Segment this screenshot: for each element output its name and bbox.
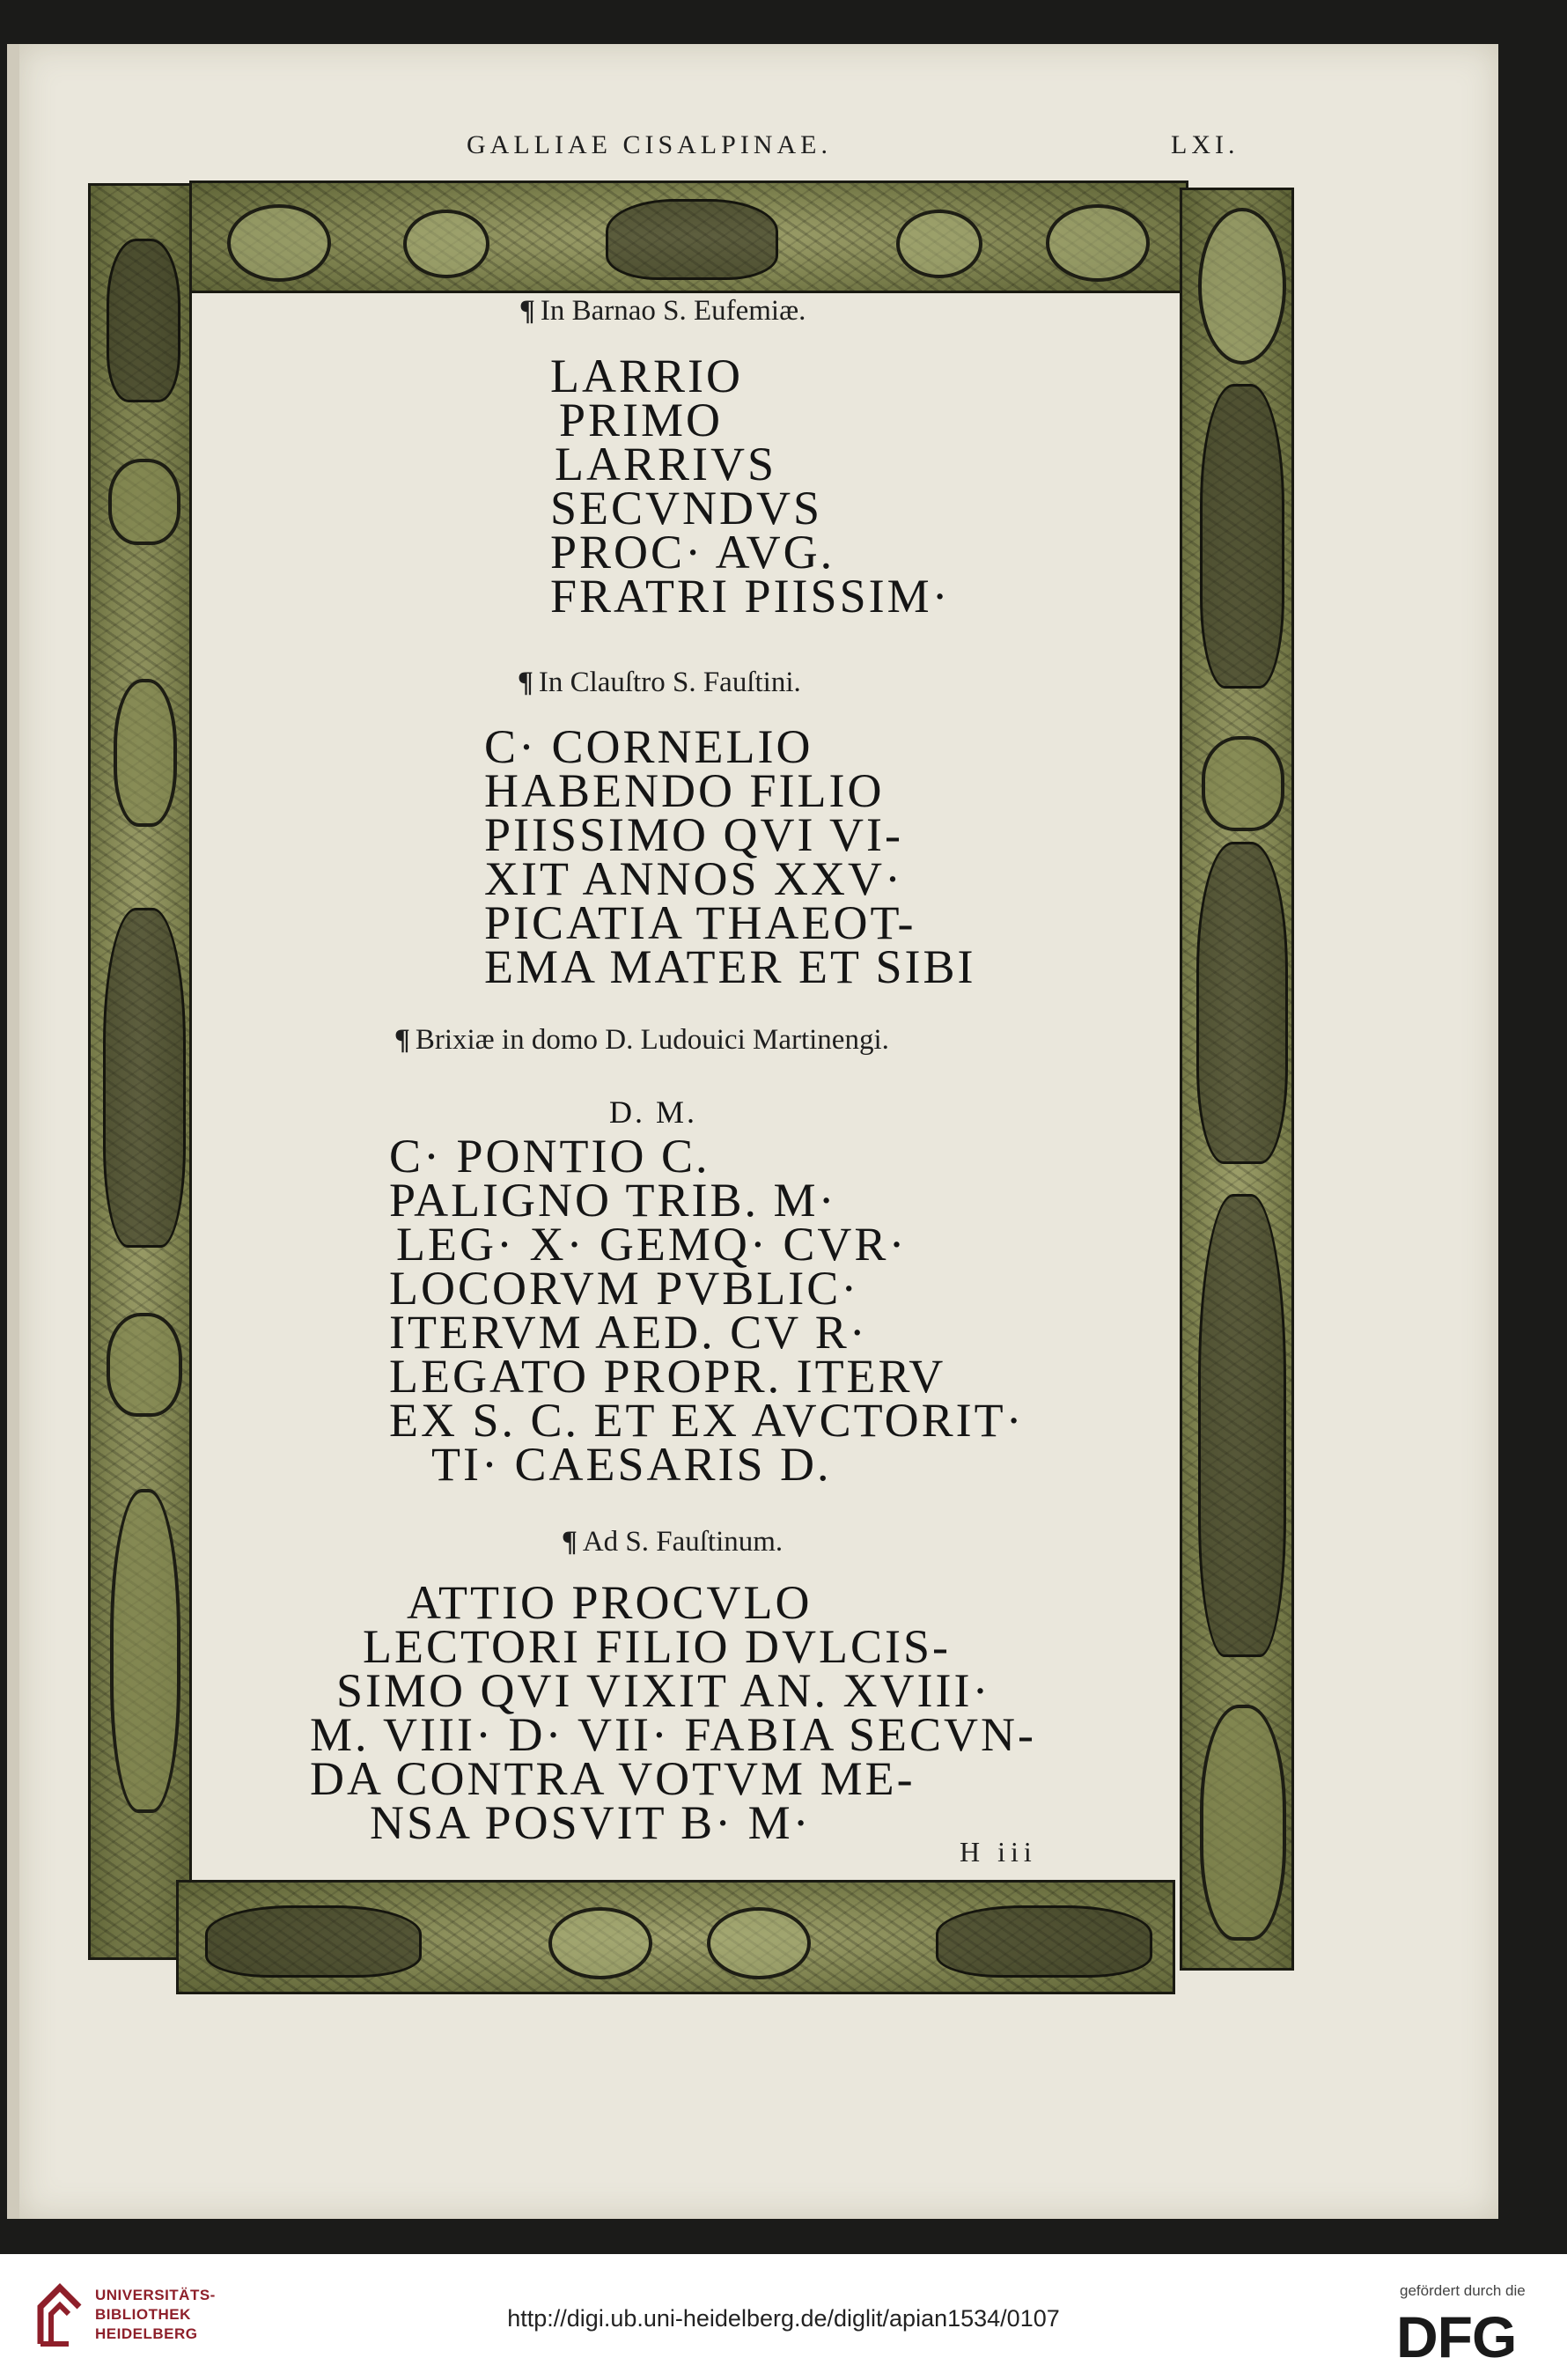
sea-creature-ornament xyxy=(205,1905,422,1978)
inscription-line: LEG· X· GEMQ· CVR· xyxy=(396,1218,908,1271)
inscription-line: PIISSIMO QVI VI- xyxy=(484,808,904,861)
vase-ornament xyxy=(110,1489,180,1813)
inscription-2 xyxy=(484,720,976,993)
institution-line: HEIDELBERG xyxy=(95,2325,198,2342)
pilcrow-mark: ¶ xyxy=(562,1526,578,1558)
inscription-line: D. M. xyxy=(609,1094,698,1130)
sea-creature-ornament xyxy=(936,1905,1152,1978)
woodcut-border-right xyxy=(1180,188,1294,1971)
column-ornament xyxy=(1202,736,1284,831)
inscription-line: XIT ANNOS XXV· xyxy=(484,852,904,905)
scroll-ornament xyxy=(548,1907,652,1979)
woodcut-border-bottom xyxy=(176,1880,1175,1994)
inscription-line: LARRIVS xyxy=(555,438,777,490)
inscription-line: ITERVM AED. CV R· xyxy=(389,1306,868,1359)
institution-line: BIBLIOTHEK xyxy=(95,2306,191,2323)
dfg-logo: DFG xyxy=(1396,2304,1517,2369)
putto-figure xyxy=(1200,384,1284,689)
inscription-line: HABENDO FILIO xyxy=(484,764,885,817)
inscription-line: LOCORVM PVBLIC· xyxy=(389,1262,860,1315)
section-heading xyxy=(394,1024,889,1057)
section-heading xyxy=(518,667,801,699)
running-title: GALLIAE CISALPINAE. xyxy=(467,130,832,159)
woodcut-border-left xyxy=(88,183,192,1960)
inscription-line: LECTORI FILIO DVLCIS- xyxy=(363,1620,951,1673)
inscription-4 xyxy=(310,1576,1036,1849)
digitization-footer xyxy=(0,2254,1567,2380)
scroll-ornament xyxy=(896,210,982,278)
pilcrow-mark: ¶ xyxy=(518,667,533,698)
inscription-line: SIMO QVI VIXIT AN. XVIII· xyxy=(336,1664,991,1717)
inscription-line: ATTIO PROCVLO xyxy=(407,1576,813,1629)
page-edge xyxy=(7,44,19,2219)
capital-ornament xyxy=(107,1313,182,1417)
putto-figure xyxy=(107,239,180,402)
permalink-url[interactable]: http://digi.ub.uni-heidelberg.de/diglit/apian1534/0107 xyxy=(507,2305,1060,2332)
signature-mark: H iii xyxy=(960,1836,1037,1868)
inscription-line: C· PONTIO C. xyxy=(389,1130,710,1183)
scroll-ornament xyxy=(1198,208,1286,365)
folio-number: LXI. xyxy=(1171,130,1240,159)
inscription-line: M. VIII· D· VII· FABIA SECVN- xyxy=(310,1708,1036,1761)
inscription-1 xyxy=(550,350,951,623)
inscription-line: SECVNDVS xyxy=(550,482,823,534)
scroll-ornament xyxy=(707,1907,811,1979)
column-ornament xyxy=(108,459,180,545)
inscription-line: LEGATO PROPR. ITERV xyxy=(389,1350,946,1403)
scroll-ornament xyxy=(1046,204,1150,282)
pilcrow-mark: ¶ xyxy=(519,295,535,327)
heading-text: Ad S. Fauſtinum. xyxy=(582,1526,784,1558)
inscription-3 xyxy=(389,1090,1025,1491)
baluster-ornament xyxy=(114,679,177,827)
inscription-line: PALIGNO TRIB. M· xyxy=(389,1174,837,1227)
inscription-line: C· CORNELIO xyxy=(484,720,813,773)
funding-note: gefördert durch die xyxy=(1400,2282,1526,2299)
scroll-ornament xyxy=(403,210,489,278)
inscription-line: EMA MATER ET SIBI xyxy=(484,940,976,993)
inscription-line: TI· CAESARIS D. xyxy=(431,1438,832,1491)
inscription-line: LARRIO xyxy=(550,350,743,402)
heading-text: Brixiæ in domo D. Ludouici Martinengi. xyxy=(415,1024,889,1056)
inscription-line: PROC· AVG. xyxy=(550,526,835,578)
inscription-line: NSA POSVIT B· M· xyxy=(370,1796,812,1849)
atlas-figure xyxy=(1196,842,1288,1164)
warrior-figure xyxy=(103,908,186,1248)
vase-ornament xyxy=(1200,1705,1286,1941)
inscription-line: EX S. C. ET EX AVCTORIT· xyxy=(389,1394,1025,1447)
inscription-line: PICATIA THAEOT- xyxy=(484,896,916,949)
section-heading xyxy=(562,1526,783,1558)
winged-mask-ornament xyxy=(606,199,778,280)
section-heading xyxy=(519,295,806,328)
heading-text: In Clauſtro S. Fauſtini. xyxy=(538,667,801,698)
heading-text: In Barnao S. Eufemiæ. xyxy=(540,295,806,327)
pilcrow-mark: ¶ xyxy=(394,1024,410,1056)
inscription-line: DA CONTRA VOTVM ME- xyxy=(310,1752,916,1805)
standing-figure xyxy=(1198,1194,1286,1657)
scroll-ornament xyxy=(227,204,331,282)
inscription-line: PRIMO xyxy=(559,394,724,446)
running-head xyxy=(0,130,1567,166)
woodcut-border-top xyxy=(189,181,1188,293)
inscription-line: FRATRI PIISSIM· xyxy=(550,570,951,623)
institution-line: UNIVERSITÄTS- xyxy=(95,2287,216,2303)
